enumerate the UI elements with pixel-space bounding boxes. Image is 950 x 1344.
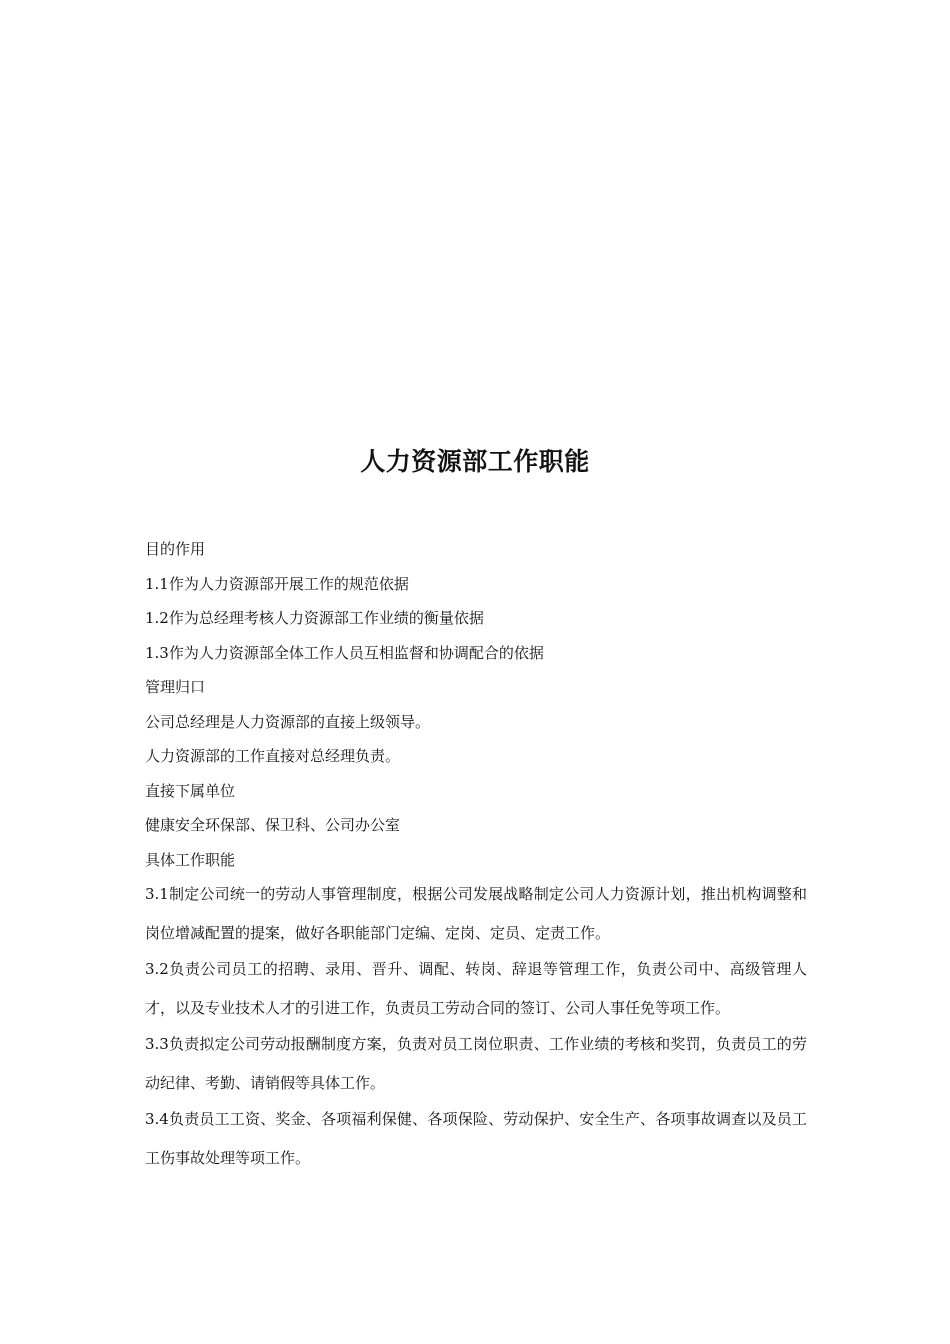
function-item-4: 3.4负责员工工资、奖金、各项福利保健、各项保险、劳动保护、安全生产、各项事故调查以及员工工伤事故处理等项工作。	[145, 1110, 807, 1167]
management-item-2: 人力资源部的工作直接对总经理负责。	[145, 747, 401, 765]
section-heading-management: 管理归口	[145, 678, 206, 696]
purpose-item-1: 1.1作为人力资源部开展工作的规范依据	[145, 574, 409, 593]
section-heading-purpose: 目的作用	[145, 540, 206, 558]
document-body	[145, 532, 807, 1175]
section-heading-subordinate: 直接下属单位	[145, 781, 236, 800]
section-heading-functions: 具体工作职能	[145, 850, 236, 869]
subordinate-item-1: 健康安全环保部、保卫科、公司办公室	[145, 816, 401, 834]
purpose-item-2: 1.2作为总经理考核人力资源部工作业绩的衡量依据	[145, 609, 484, 627]
document-title: 人力资源部工作职能	[360, 447, 590, 476]
management-item-1: 公司总经理是人力资源部的直接上级领导。	[145, 712, 431, 731]
function-item-1: 3.1制定公司统一的劳动人事管理制度，根据公司发展战略制定公司人力资源计划，推出机构调整和岗位增减配置的提案，做好各职能部门定编、定岗、定员、定责工作。	[145, 885, 807, 942]
function-item-2: 3.2负责公司员工的招聘、录用、晋升、调配、转岗、辞退等管理工作，负责公司中、高级管理人才，以及专业技术人才的引进工作，负责员工劳动合同的签订、公司人事任免等项工作。	[145, 960, 807, 1017]
purpose-item-3: 1.3作为人力资源部全体工作人员互相监督和协调配合的依据	[145, 643, 544, 662]
function-item-3: 3.3负责拟定公司劳动报酬制度方案，负责对员工岗位职责、工作业绩的考核和奖罚，负责员工的劳动纪律、考勤、请销假等具体工作。	[145, 1035, 807, 1092]
